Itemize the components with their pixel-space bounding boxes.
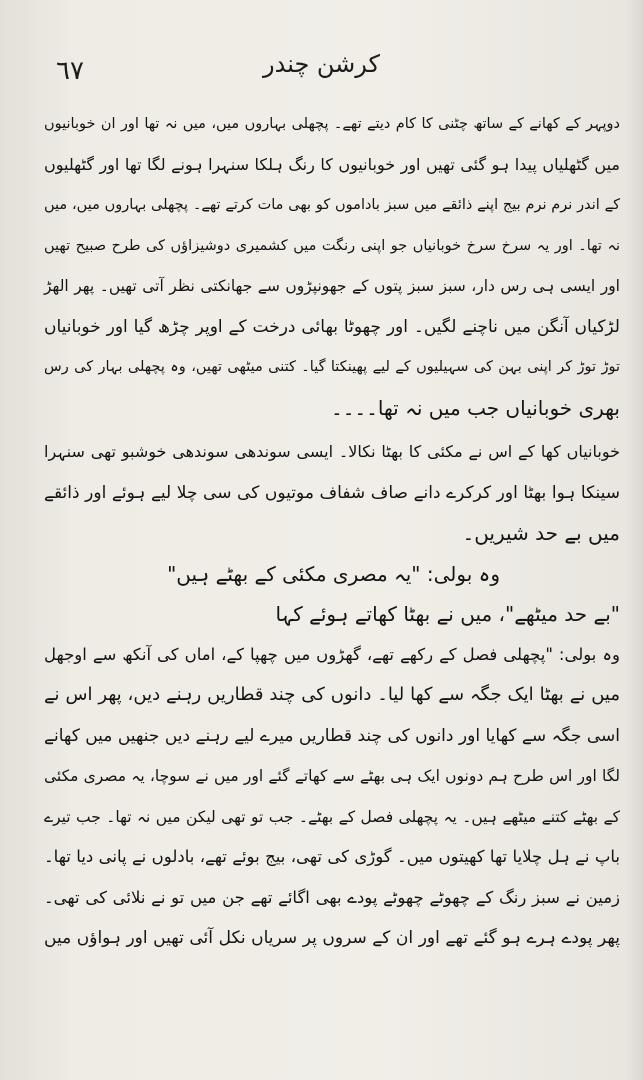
- text-line: توڑ توڑ کر اپنی بہن کی سہیلیوں کے لیے پھینکتا گیا۔ کتنی میٹھی تھیں، وہ پچھلی بہار کی رس: [44, 359, 620, 375]
- text-line: پھر پودے ہرے ہو گئے تھے اور ان کے سروں پر سریاں نکل آئی تھیں اور ہواؤں میں: [44, 928, 620, 948]
- text-line: بھری خوبانیاں جب میں نہ تھا۔۔۔۔: [330, 395, 620, 420]
- text-line: باپ نے ہل چلایا تھا کھیتوں میں۔ گوڑی کی تھی، بیج بوئے تھے، بادلوں نے پانی دیا تھا۔: [44, 847, 620, 866]
- running-head-author: کرشن چندر: [263, 50, 380, 78]
- text-line: اور ایسی ہی رس دار، سبز سبز پتوں کے جھونپڑوں سے جھانکتی نظر آتی تھیں۔ پھر الھڑ: [44, 277, 620, 295]
- text-line: خوبانیاں کھا کے اس نے مکئی کا بھٹا نکالا۔ ایسی سوندھی سوندھی خوشبو تھی سنہرا: [44, 442, 620, 461]
- dialogue-line: "بے حد میٹھے"، میں نے بھٹا کھاتے ہوئے کہا: [275, 602, 620, 626]
- dialogue-line: وہ بولی: "یہ مصری مکئی کے بھٹے ہیں": [167, 561, 500, 586]
- text-line: کے بھٹے کتنے میٹھے ہیں۔ یہ پچھلی فصل کے بھٹے۔ جب تو تھی لیکن میں نہ تھا۔ جب تیرے: [44, 807, 620, 826]
- text-line: لگا اور اس طرح ہم دونوں ایک ہی بھٹے سے کھاتے گئے اور میں نے سوچا، یہ مصری مکئی: [44, 767, 620, 785]
- dialogue-line: وہ بولی: "پچھلی فصل کے رکھے تھے، گھڑوں میں چھپا کے، اماں کی آنکھ سے اوجھل: [44, 644, 620, 664]
- text-line: دوپہر کے کھانے کے ساتھ چٹنی کا کام دیتے تھے۔ پچھلی بہاروں میں، میں نہ تھا اور ان خوبانیوں: [44, 116, 620, 132]
- text-line: اسی جگہ سے کھایا اور دانوں کی چند قطاریں میرے لیے رہنے دیں جنھیں میں کھانے: [44, 725, 620, 746]
- text-line: کے اندر نرم نرم بیج اپنے ذائقے میں سبز باداموں کو بھی مات کرتے تھے۔ پچھلی بہاروں میں، میں: [44, 197, 620, 213]
- text-line: لڑکیاں آنگن میں ناچنے لگیں۔ اور چھوٹا بھائی درخت کے اوپر چڑھ گیا اور خوبانیاں: [44, 316, 620, 337]
- body-text: [44, 104, 620, 959]
- text-line: نہ تھا۔ اور یہ سرخ سرخ خوبانیاں جو اپنی رنگت میں کشمیری دوشیزاؤں کی طرح صبیح تھیں: [44, 237, 620, 254]
- text-line: زمین نے سبز رنگ کے چھوٹے چھوٹے پودے بھی اگائے تھے جن میں تو نے نلائی کی تھی۔: [44, 887, 620, 907]
- text-line: سینکا ہوا بھٹا اور کرکرے دانے صاف شفاف موتیوں کی سی چلا لیے ہوئے اور ذائقے: [44, 482, 620, 503]
- page-edge-shadow: [625, 0, 643, 1080]
- text-line: میں نے بھٹا ایک جگہ سے کھا لیا۔ دانوں کی چند قطاریں رہنے دیں، پھر اس نے: [44, 684, 620, 705]
- text-line: میں گٹھلیاں پیدا ہو گئی تھیں اور خوبانیوں کا رنگ ہلکا سنہرا ہونے لگا تھا اور گٹھلیوں: [44, 154, 620, 174]
- text-line: میں بے حد شیریں۔: [462, 521, 620, 545]
- page-number: ٦٧: [56, 56, 84, 86]
